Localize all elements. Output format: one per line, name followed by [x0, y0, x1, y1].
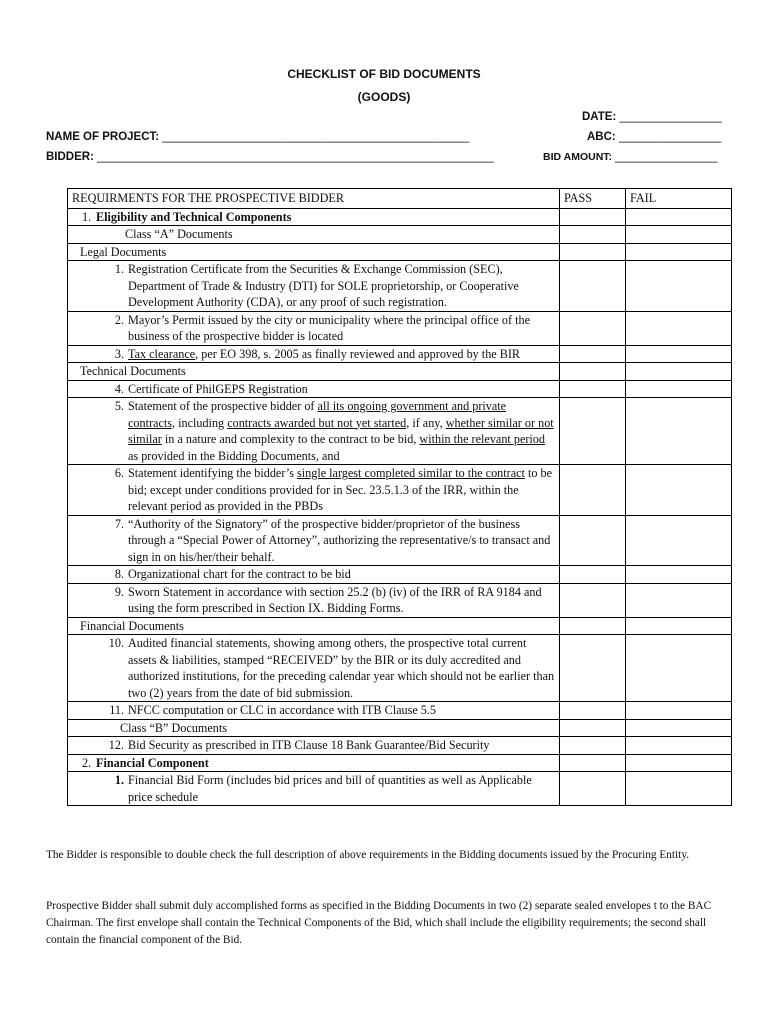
underlined-text: whether similar or not similar — [128, 415, 554, 446]
fail-cell[interactable] — [626, 398, 732, 465]
underlined-text: within the relevant period — [419, 432, 545, 446]
requirement-item-5 — [68, 398, 560, 465]
project-label: NAME OF PROJECT: — [46, 131, 160, 143]
item-number: 5. — [114, 399, 124, 413]
date-label: DATE: — [582, 111, 617, 123]
pass-cell[interactable] — [560, 635, 626, 702]
fail-cell[interactable] — [626, 515, 732, 566]
table-row — [68, 243, 732, 261]
item-text: Bid Security as prescribed in ITB Clause 18 Bank Guarantee/Bid Security — [128, 738, 490, 752]
financial-documents-heading: Financial Documents — [68, 617, 560, 635]
project-field — [46, 131, 469, 143]
pass-cell[interactable] — [560, 719, 626, 737]
bidder-field — [46, 151, 494, 163]
requirement-item-7 — [68, 515, 560, 566]
fail-cell[interactable] — [626, 702, 732, 720]
table-row — [68, 772, 732, 806]
text-segment: in a nature and complexity to the contract to be bid, — [161, 432, 420, 446]
submission-instructions-note: Prospective Bidder shall submit duly accomplished forms as specified in the Bidding Documents in two (2) separate sealed envelopes t to the BAC Chairman. The first envelope shall contain the Technical Components of the Bid, which shall include the eligibility requirements; the second shall contain the financial component of the Bid. — [46, 900, 712, 946]
item-number: 12. — [108, 738, 124, 752]
table-row — [68, 617, 732, 635]
requirement-item-11 — [68, 702, 560, 720]
bidder-label: BIDDER: — [46, 151, 94, 163]
class-a-documents: Class “A” Documents — [68, 226, 560, 244]
fail-cell[interactable] — [626, 261, 732, 312]
pass-cell[interactable] — [560, 737, 626, 755]
bidder-blank: ______________________________________________________________ — [97, 151, 494, 163]
table-row — [68, 398, 732, 465]
table-row — [68, 345, 732, 363]
pass-cell[interactable] — [560, 702, 626, 720]
fail-cell[interactable] — [626, 617, 732, 635]
pass-cell[interactable] — [560, 465, 626, 516]
underlined-text: all its ongoing government and private contracts, — [128, 399, 507, 430]
pass-cell[interactable] — [560, 345, 626, 363]
item-number: 1. — [114, 262, 124, 276]
item-text: NFCC computation or CLC in accordance with ITB Clause 5.5 — [128, 703, 437, 717]
bid-amount-blank: ________________ — [614, 151, 718, 163]
pass-cell[interactable] — [560, 566, 626, 584]
pass-cell[interactable] — [560, 380, 626, 398]
item-text: Mayor’s Permit issued by the city or municipality where the principal office of the business of the prospective bidder is located — [128, 312, 530, 343]
requirement-item-6 — [68, 465, 560, 516]
item-number: 4. — [114, 381, 124, 396]
abc-blank: ________________ — [618, 131, 722, 143]
text-segment: Statement identifying the bidder’s — [128, 466, 298, 480]
item-text: Financial Bid Form (includes bid prices and bill of quantities as well as Applicable price schedule — [128, 773, 532, 804]
item-text: Sworn Statement in accordance with section 25.2 (b) (iv) of the IRR of RA 9184 and using the form prescribed in Section IX. Bidding Forms. — [128, 584, 542, 615]
text-segment: , per EO 398, s. 2005 as finally reviewed and approved by the BIR — [195, 346, 521, 361]
fail-cell[interactable] — [626, 566, 732, 584]
requirements-column-header: REQUIRMENTS FOR THE PROSPECTIVE BIDDER — [68, 189, 560, 209]
item-text: Organizational chart for the contract to be bid — [128, 567, 351, 581]
pass-cell[interactable] — [560, 754, 626, 772]
section-financial-component — [68, 754, 560, 772]
table-header-row — [68, 189, 732, 209]
pass-cell[interactable] — [560, 311, 626, 345]
fail-cell[interactable] — [626, 772, 732, 806]
project-blank: ________________________________________________ — [162, 131, 470, 143]
item-number: 8. — [114, 567, 124, 581]
fail-cell[interactable] — [626, 380, 732, 398]
requirement-item-8 — [68, 566, 560, 584]
section-title: Financial Component — [96, 755, 209, 770]
fail-cell[interactable] — [626, 363, 732, 381]
table-row — [68, 737, 732, 755]
table-row — [68, 226, 732, 244]
fail-cell[interactable] — [626, 465, 732, 516]
table-row — [68, 515, 732, 566]
pass-cell[interactable] — [560, 515, 626, 566]
text-segment: including — [175, 415, 228, 430]
text-segment: as provided in the Bidding Documents, and — [128, 448, 340, 463]
bidder-responsibility-note: The Bidder is responsible to double check the full description of above requirements in the Bidding documents issued by the Procuring Entity. — [46, 849, 690, 861]
pass-column-header: PASS — [560, 189, 626, 209]
item-text — [128, 346, 555, 363]
pass-cell[interactable] — [560, 617, 626, 635]
table-row — [68, 208, 732, 226]
fail-cell[interactable] — [626, 754, 732, 772]
document-subtitle: (GOODS) — [357, 90, 411, 104]
requirement-item-12 — [68, 737, 560, 755]
document-title: CHECKLIST OF BID DOCUMENTS — [287, 67, 481, 81]
table-row — [68, 261, 732, 312]
table-row — [68, 380, 732, 398]
requirement-item-10 — [68, 635, 560, 702]
pass-cell[interactable] — [560, 261, 626, 312]
table-row — [68, 583, 732, 617]
date-field — [582, 111, 722, 123]
legal-documents-heading: Legal Documents — [68, 243, 560, 261]
table-row — [68, 635, 732, 702]
section-title: Eligibility and Technical Components — [96, 209, 292, 224]
bid-amount-label: BID AMOUNT: — [543, 151, 613, 163]
pass-cell[interactable] — [560, 208, 626, 226]
requirement-item-2 — [68, 311, 560, 345]
requirement-item-1 — [68, 261, 560, 312]
item-text: Audited financial statements, showing among others, the prospective total current assets & liabilities, stamped “RECEIVED” by the BIR or its duly accredited and authorized institutions, for the preceding calendar year which should not be earlier than two (2) years from the date of bid submission. — [128, 636, 555, 700]
underlined-text: Tax clearance — [128, 346, 196, 361]
item-number: 7. — [114, 516, 124, 531]
pass-cell[interactable] — [560, 398, 626, 465]
item-number: 2. — [114, 312, 124, 327]
item-number: 9. — [114, 584, 124, 599]
table-row — [68, 719, 732, 737]
pass-cell[interactable] — [560, 243, 626, 261]
table-row — [68, 702, 732, 720]
text-segment: if any, — [409, 415, 446, 430]
requirement-item-9 — [68, 583, 560, 617]
item-text: Certificate of PhilGEPS Registration — [128, 381, 308, 396]
requirements-checklist-table — [67, 188, 732, 806]
section-eligibility-technical — [68, 208, 560, 226]
bid-amount-field — [543, 151, 717, 163]
abc-label: ABC: — [587, 131, 616, 143]
fail-cell[interactable] — [626, 737, 732, 755]
fail-cell[interactable] — [626, 583, 732, 617]
technical-documents-heading: Technical Documents — [68, 363, 560, 381]
fail-cell[interactable] — [626, 719, 732, 737]
text-segment: Statement of the prospective bidder of — [128, 399, 318, 413]
item-text — [128, 398, 555, 464]
table-row — [68, 311, 732, 345]
pass-cell[interactable] — [560, 226, 626, 244]
fail-cell[interactable] — [626, 226, 732, 244]
table-row — [68, 363, 732, 381]
item-number: 6. — [114, 466, 124, 480]
fail-cell[interactable] — [626, 635, 732, 702]
pass-cell[interactable] — [560, 583, 626, 617]
pass-cell[interactable] — [560, 772, 626, 806]
item-number: 10. — [108, 636, 124, 650]
item-number: 11. — [109, 703, 124, 717]
fail-cell[interactable] — [626, 311, 732, 345]
fail-cell[interactable] — [626, 243, 732, 261]
section-number: 1. — [82, 209, 92, 224]
table-row — [68, 465, 732, 516]
item-number: 3. — [114, 346, 124, 361]
class-b-documents: Class “B” Documents — [68, 719, 560, 737]
financial-item-1 — [68, 772, 560, 806]
text-segment: to be bid; except under conditions provided for in Sec. 23.5.1.3 of the IRR, within the relevant period as provided in the PBDs — [128, 466, 552, 513]
item-text: Registration Certificate from the Securities & Exchange Commission (SEC), Department of Trade & Industry (DTI) for SOLE proprietorship, or Cooperative Development Authority (CDA), or any proof of such registration. — [128, 262, 519, 309]
underlined-text: contracts awarded but not yet started, — [227, 415, 410, 430]
fail-cell[interactable] — [626, 208, 732, 226]
date-blank: ________________ — [619, 111, 722, 123]
requirement-item-3 — [68, 345, 560, 363]
table-row — [68, 566, 732, 584]
item-number: 1. — [114, 773, 124, 787]
abc-field — [587, 131, 721, 143]
fail-cell[interactable] — [626, 345, 732, 363]
table-row — [68, 754, 732, 772]
pass-cell[interactable] — [560, 363, 626, 381]
item-text — [128, 465, 555, 515]
item-text: “Authority of the Signatory” of the prospective bidder/proprietor of the business through a “Special Power of Attorney”, authorizing the representative/s to transact and sign in on his/her/their behalf. — [128, 516, 551, 564]
requirement-item-4 — [68, 380, 560, 398]
section-number: 2. — [82, 755, 92, 770]
fail-column-header: FAIL — [626, 189, 732, 209]
underlined-text: single largest completed similar to the contract — [297, 466, 525, 480]
